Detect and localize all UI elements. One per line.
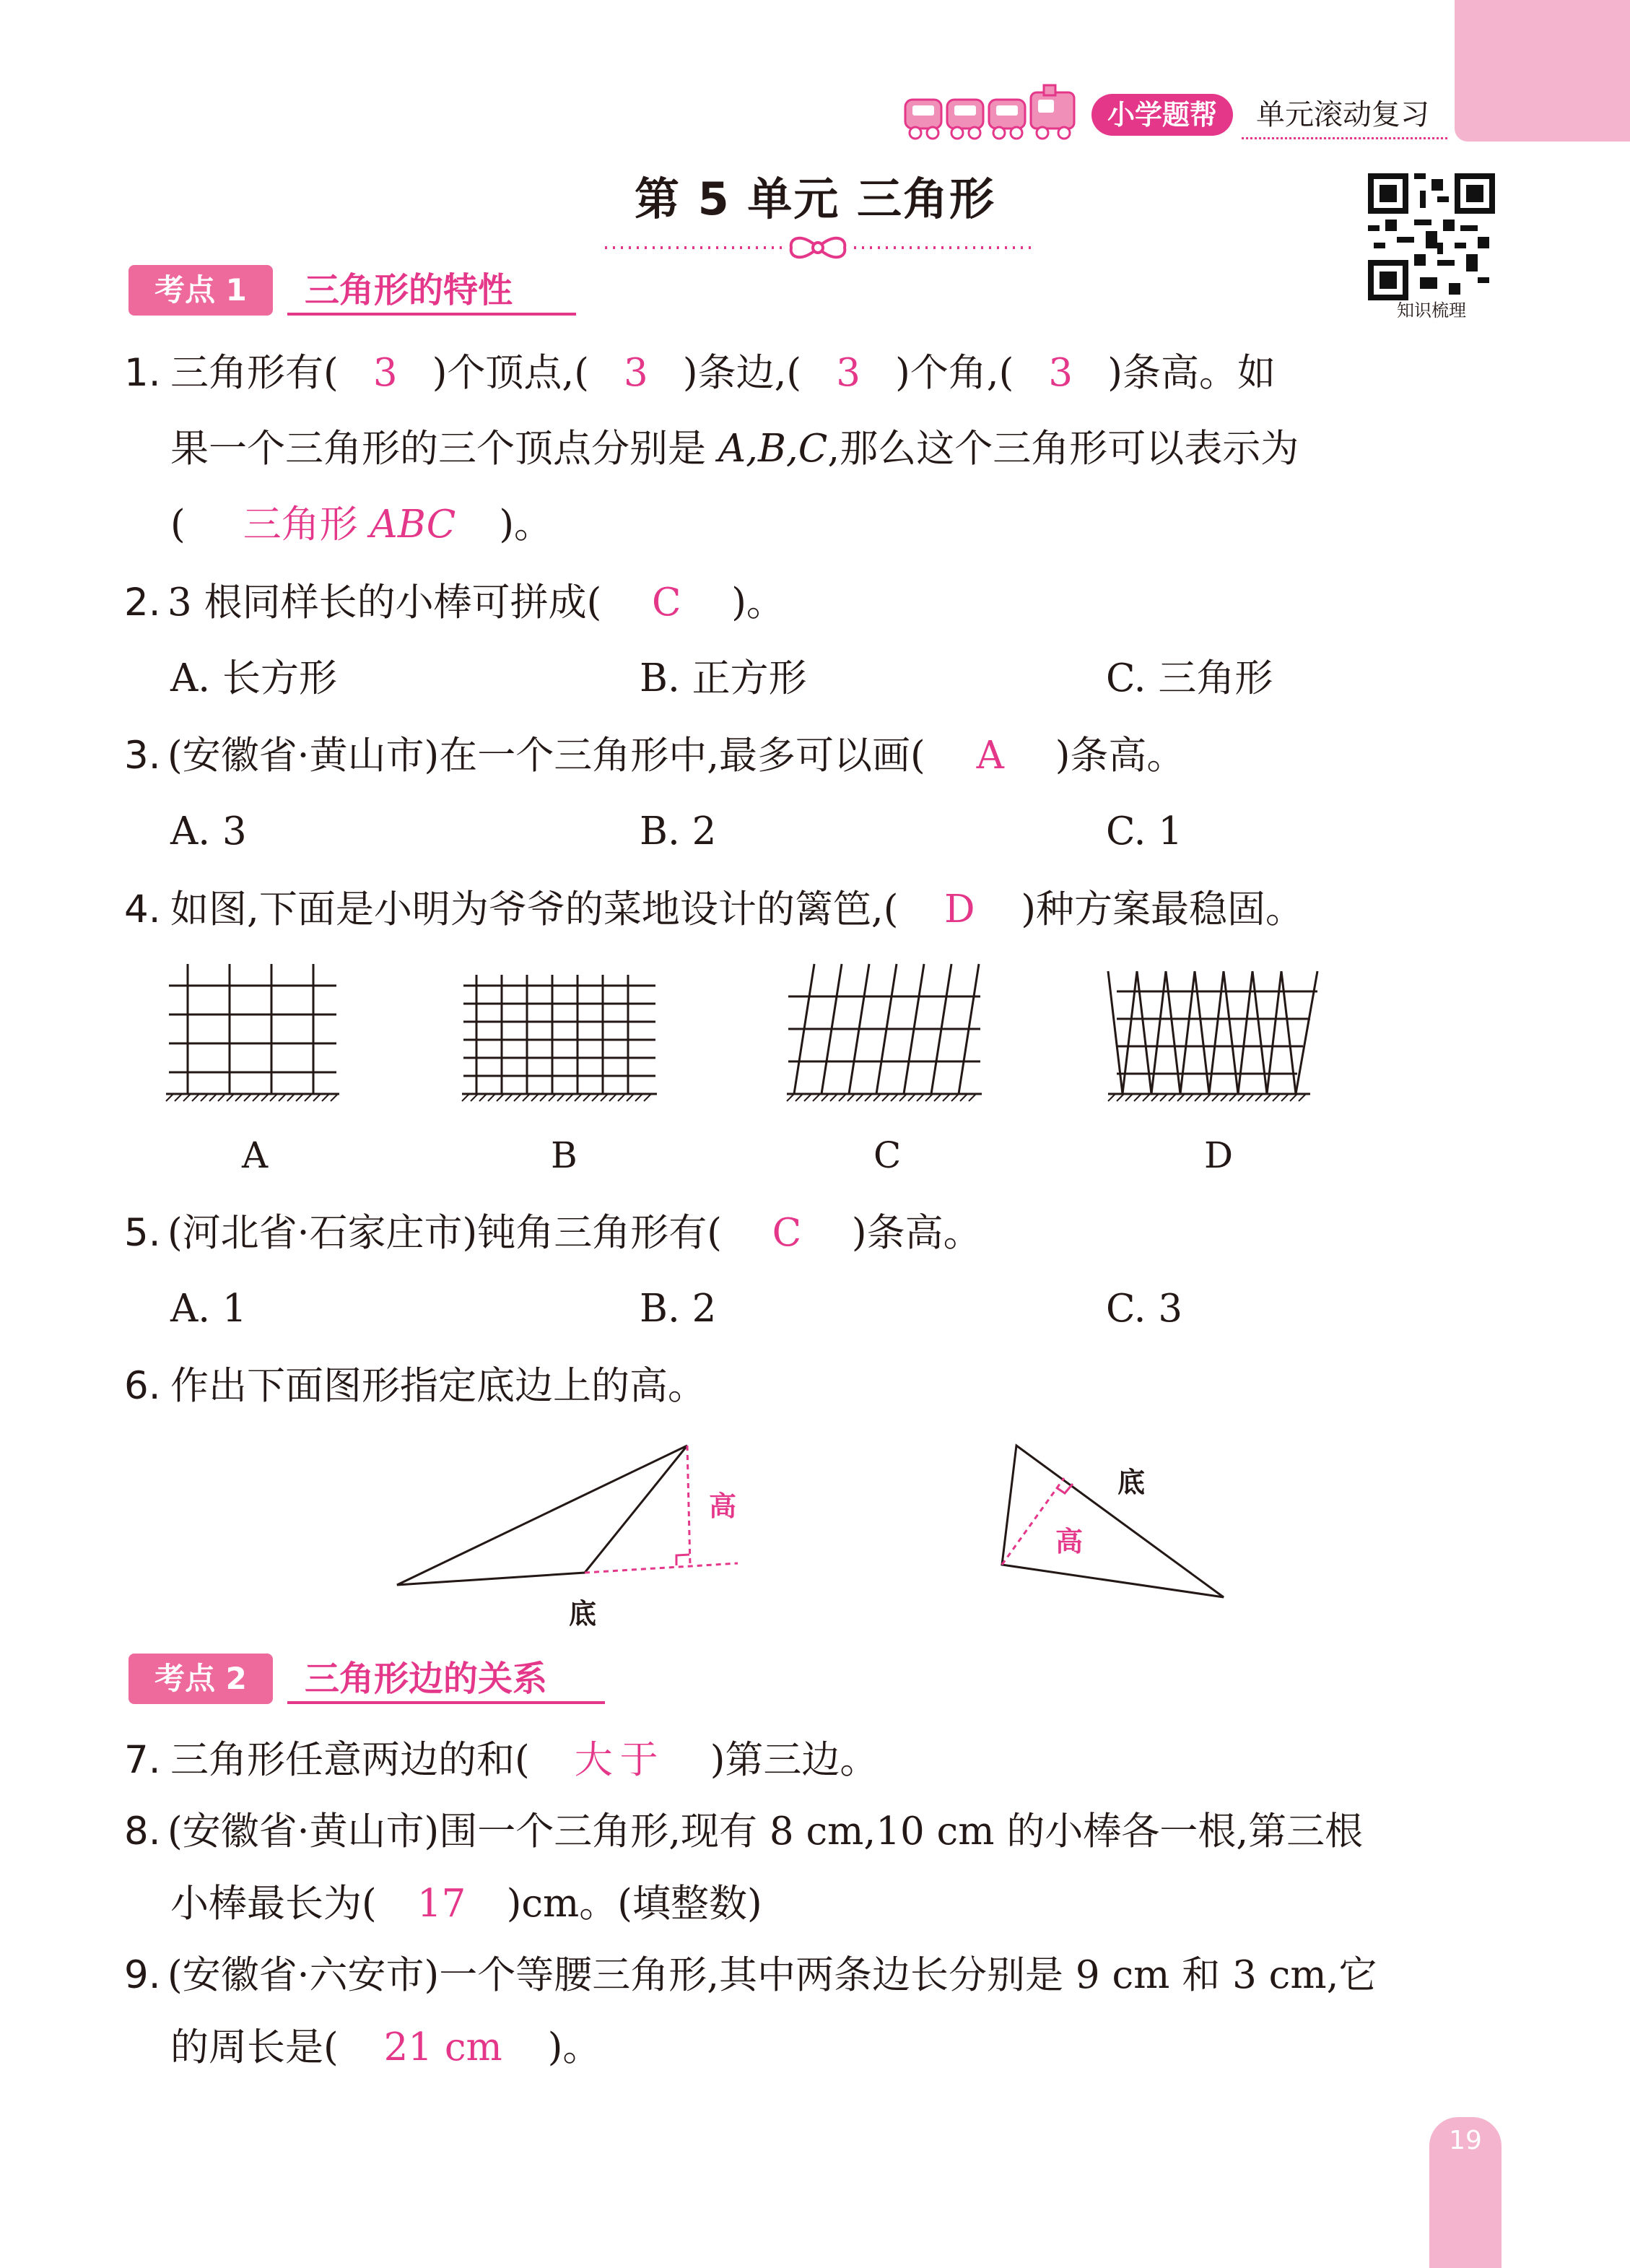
train-icon: [902, 85, 1083, 143]
qr-caption: 知识梳理: [1397, 300, 1466, 321]
q5-text-2: )条高。: [851, 1211, 982, 1255]
fence-label-c: C: [873, 1134, 902, 1176]
q1-answer-var: ABC: [370, 503, 456, 547]
q3-text-2: )条高。: [1055, 734, 1185, 778]
fig1-base-label: 底: [569, 1598, 597, 1630]
q1-answer-2: 3: [624, 351, 648, 395]
q1-text-2: )个顶点,(: [432, 351, 589, 395]
q8-text-2: 小棒最长为(: [170, 1882, 377, 1926]
q1-text-6: 果一个三角形的三个顶点分别是: [170, 427, 718, 471]
series-underline: [1242, 137, 1447, 139]
page-title: 第 5 单元 三角形: [635, 173, 995, 225]
q5-number: 5.: [124, 1211, 161, 1255]
q9-text-3: )。: [547, 2025, 601, 2069]
q7-answer: 大于: [574, 1738, 666, 1782]
q9-answer: 21 cm: [383, 2025, 502, 2069]
fence-b-figure: [462, 975, 657, 1101]
fig1-height-label: 高: [709, 1490, 737, 1522]
q1-close-paren: )。: [499, 503, 552, 547]
section-underline-2: [287, 1701, 605, 1704]
fence-c-figure: [787, 964, 982, 1101]
q9-line-2: [170, 2026, 601, 2069]
q4-line: [170, 888, 1304, 931]
q1-line-1: [170, 352, 1276, 395]
q1-vertices: A,B,C: [718, 427, 828, 471]
q8-line-1: (安徽省·黄山市)围一个三角形,现有 8 cm,10 cm 的小棒各一根,第三根: [167, 1809, 1364, 1854]
q1-text-7: ,那么这个三角形可以表示为: [827, 427, 1299, 471]
q3-option-c: C. 1: [1106, 809, 1183, 853]
q5-text-1: (河北省·石家庄市)钝角三角形有(: [167, 1211, 722, 1255]
q9-line-1: (安徽省·六安市)一个等腰三角形,其中两条边长分别是 9 cm 和 3 cm,它: [167, 1953, 1377, 1997]
fence-d-figure: [1108, 971, 1325, 1101]
q3-line: [167, 734, 1185, 778]
q1-answer-3: 3: [836, 351, 860, 395]
q3-option-a: A. 3: [170, 809, 247, 853]
q2-option-b: B. 正方形: [640, 656, 807, 700]
q9-text-2: 的周长是(: [170, 2025, 339, 2069]
triangle-figure-1: [390, 1437, 751, 1610]
q2-line: [167, 581, 785, 625]
q1-line-2: [170, 427, 1299, 471]
q4-number: 4.: [124, 887, 161, 931]
q5-option-a: A. 1: [170, 1287, 247, 1331]
q1-line-3: [170, 503, 552, 547]
q2-option-a: A. 长方形: [170, 656, 337, 700]
q5-line: [167, 1212, 982, 1255]
q2-text-2: )。: [731, 581, 785, 625]
q6-text: 作出下面图形指定底边上的高。: [170, 1364, 706, 1408]
fence-label-a: A: [242, 1134, 269, 1176]
q5-answer: C: [772, 1211, 802, 1255]
fig2-height-label: 高: [1055, 1526, 1084, 1557]
fence-label-b: B: [551, 1134, 578, 1176]
corner-tab: [1455, 0, 1630, 142]
q9-number: 9.: [124, 1953, 161, 1997]
q5-option-b: B. 2: [640, 1287, 717, 1331]
q6-number: 6.: [124, 1364, 161, 1408]
section-underline-1: [287, 313, 576, 316]
title-ornament: [605, 230, 1031, 266]
q4-text-2: )种方案最稳固。: [1021, 887, 1304, 931]
qr-code-icon: [1368, 173, 1495, 300]
q7-text-2: )第三边。: [710, 1738, 879, 1782]
q4-text-1: 如图,下面是小明为爷爷的菜地设计的篱笆,(: [170, 887, 899, 931]
section-badge-1: 考点 1: [128, 265, 273, 316]
section-title-1: 三角形的特性: [305, 270, 513, 310]
section-badge-2: 考点 2: [128, 1654, 273, 1704]
triangle-figure-2: [989, 1437, 1234, 1603]
q7-line: [170, 1739, 878, 1782]
fig2-base-label: 底: [1117, 1467, 1146, 1498]
q4-answer: D: [944, 887, 975, 931]
q1-answer-5: [186, 503, 500, 547]
q7-number: 7.: [124, 1738, 161, 1782]
q1-open-paren: (: [170, 503, 186, 547]
q2-option-c: C. 三角形: [1106, 656, 1273, 700]
q3-text-1: (安徽省·黄山市)在一个三角形中,最多可以画(: [167, 734, 925, 778]
q8-number: 8.: [124, 1809, 161, 1854]
fence-label-d: D: [1204, 1134, 1234, 1176]
q1-text-3: )条边,(: [682, 351, 802, 395]
section-title-2: 三角形边的关系: [305, 1659, 548, 1699]
fence-a-figure: [166, 964, 339, 1101]
q8-text-3: )cm。(填整数): [506, 1882, 762, 1926]
series-title: 单元滚动复习: [1256, 98, 1429, 131]
q1-text-1: 三角形有(: [170, 351, 339, 395]
q2-text-1: 3 根同样长的小棒可拼成(: [167, 581, 602, 625]
q1-text-5: )条高。如: [1107, 351, 1276, 395]
q1-answer-1: 3: [372, 351, 398, 395]
q1-number: 1.: [124, 351, 161, 395]
q7-text-1: 三角形任意两边的和(: [170, 1738, 530, 1782]
q8-answer: 17: [417, 1882, 466, 1926]
q8-line-2: [170, 1882, 762, 1926]
q1-answer-4: 3: [1048, 351, 1073, 395]
brand-badge: 小学题帮: [1091, 94, 1233, 136]
q3-answer: A: [976, 734, 1004, 778]
page-number: 19: [1449, 2126, 1482, 2155]
q3-number: 3.: [124, 734, 161, 778]
q2-number: 2.: [124, 581, 161, 625]
q1-text-4: )个角,(: [895, 351, 1014, 395]
q1-answer-text: 三角形: [243, 503, 370, 547]
q3-option-b: B. 2: [640, 809, 717, 853]
q2-answer: C: [651, 581, 681, 625]
q5-option-c: C. 3: [1106, 1287, 1183, 1331]
